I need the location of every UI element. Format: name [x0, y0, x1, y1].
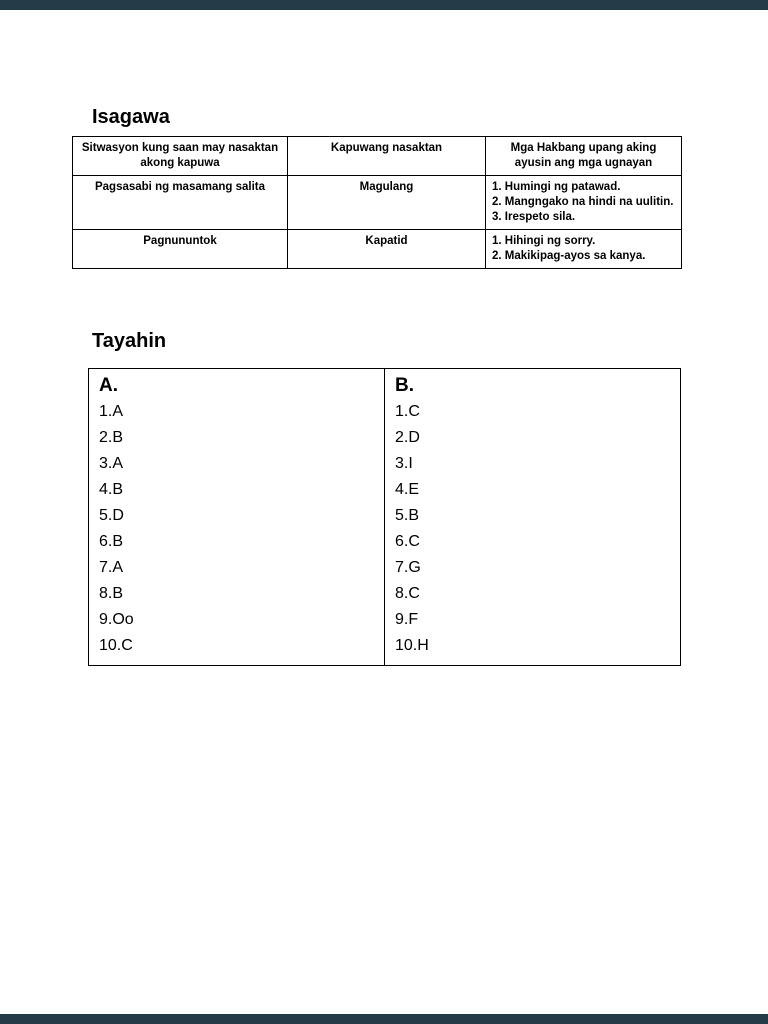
- answer-item: 9.F: [395, 611, 419, 628]
- document-canvas: [0, 10, 768, 1014]
- answer-item: 8.B: [99, 585, 124, 602]
- cell-steps: [486, 229, 682, 268]
- tayahin-table-row: [89, 369, 681, 666]
- isagawa-table-header-row: [73, 137, 682, 176]
- answer-item: 10.H: [395, 637, 429, 654]
- column-b-label: B.: [395, 375, 414, 396]
- answer-item: 4.E: [395, 481, 420, 498]
- cell-person: Kapatid: [288, 229, 486, 268]
- step-line: 2. Mangngako na hindi na uulitin.: [492, 195, 674, 208]
- answer-item: 9.Oo: [99, 611, 134, 628]
- answer-item: 7.A: [99, 559, 124, 576]
- isagawa-table: [72, 136, 682, 269]
- answer-item: 2.D: [395, 429, 420, 446]
- isagawa-table-row: [73, 175, 682, 229]
- tayahin-table: [88, 368, 681, 666]
- cell-person: Magulang: [288, 175, 486, 229]
- answer-item: 7.G: [395, 559, 421, 576]
- answer-item: 4.B: [99, 481, 124, 498]
- section-title-tayahin: Tayahin: [92, 330, 167, 352]
- cell-situation: Pagnununtok: [73, 229, 288, 268]
- answer-item: 6.B: [99, 533, 124, 550]
- answer-item: 3.I: [395, 455, 413, 472]
- header-cell-person-hurt: Kapuwang nasaktan: [288, 137, 486, 176]
- answer-item: 5.B: [395, 507, 420, 524]
- step-line: 2. Makikipag-ayos sa kanya.: [492, 249, 646, 262]
- step-line: 3. Irespeto sila.: [492, 210, 576, 223]
- header-cell-situation: Sitwasyon kung saan may nasaktan akong kapuwa: [73, 137, 288, 176]
- cell-steps: [486, 175, 682, 229]
- viewer-top-bar: [0, 0, 768, 10]
- cell-situation: Pagsasabi ng masamang salita: [73, 175, 288, 229]
- answer-item: 1.A: [99, 403, 124, 420]
- answers-column-a: [89, 369, 385, 666]
- step-line: 1. Hihingi ng sorry.: [492, 234, 596, 247]
- answer-item: 8.C: [395, 585, 420, 602]
- answer-item: 1.C: [395, 403, 420, 420]
- answer-item: 3.A: [99, 455, 124, 472]
- section-title-isagawa: Isagawa: [92, 106, 170, 128]
- header-cell-steps: Mga Hakbang upang aking ayusin ang mga ugnayan: [486, 137, 682, 176]
- viewer-bottom-bar: [0, 1014, 768, 1024]
- step-line: 1. Humingi ng patawad.: [492, 180, 621, 193]
- answer-item: 10.C: [99, 637, 133, 654]
- answer-item: 6.C: [395, 533, 420, 550]
- answer-item: 2.B: [99, 429, 124, 446]
- answers-column-b: [385, 369, 681, 666]
- column-a-label: A.: [99, 375, 118, 396]
- isagawa-table-row: [73, 229, 682, 268]
- answer-item: 5.D: [99, 507, 124, 524]
